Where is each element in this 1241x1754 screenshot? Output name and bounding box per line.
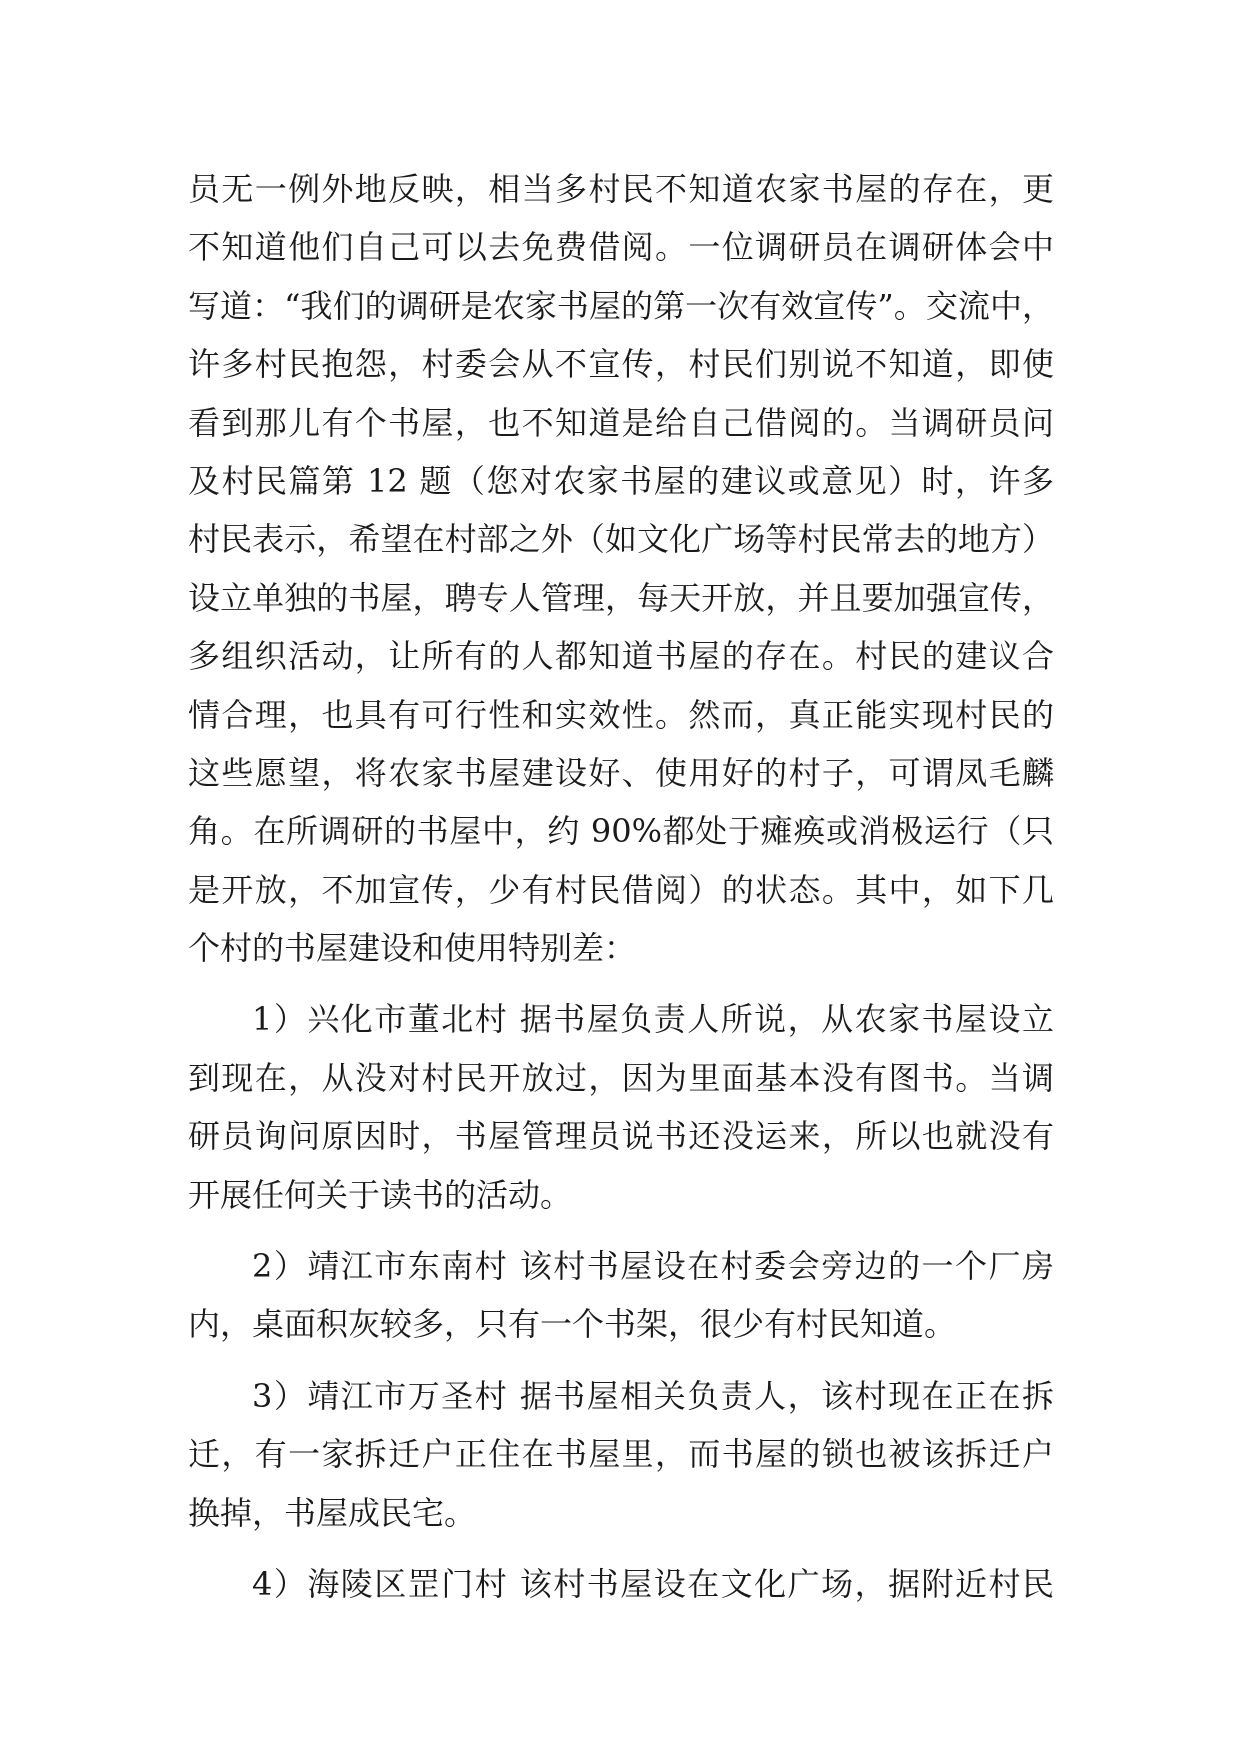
- paragraph-spacing: [188, 1354, 1054, 1367]
- text-line: 这些愿望，将农家书屋建设好、使用好的村子，可谓凤毛麟: [188, 753, 1054, 792]
- text-line: 情合理，也具有可行性和实效性。然而，真正能实现村民的: [188, 695, 1054, 734]
- text-line: 迁，有一家拆迁户正住在书屋里，而书屋的锁也被该拆迁户: [188, 1435, 1054, 1474]
- list-item-4: [188, 1555, 1054, 1613]
- text-line: 角。在所调研的书屋中，约 90%都处于瘫痪或消极运行（只: [188, 812, 1054, 851]
- paragraph-spacing: [188, 977, 1054, 990]
- text-line: 多组织活动，让所有的人都知道书屋的存在。村民的建议合: [188, 637, 1054, 676]
- document-body: [188, 160, 1054, 1613]
- list-item-3: [188, 1367, 1054, 1542]
- text-line: 村民表示，希望在村部之外（如文化广场等村民常去的地方）: [188, 520, 1054, 559]
- text-line: 研员询问原因时，书屋管理员说书还没运来，所以也就没有: [188, 1117, 1054, 1156]
- text-line: 4）海陵区罡门村 该村书屋设在文化广场，据附近村民: [252, 1564, 1054, 1603]
- text-line: 员无一例外地反映，相当多村民不知道农家书屋的存在，更: [188, 170, 1054, 208]
- text-line: 写道：“我们的调研是农家书屋的第一次有效宣传”。交流中，: [188, 286, 1054, 325]
- paragraph-spacing: [188, 1542, 1054, 1555]
- list-item-2: [188, 1237, 1054, 1354]
- text-line: 内，桌面积灰较多，只有一个书架，很少有村民知道。: [188, 1305, 957, 1344]
- text-line: 许多村民抱怨，村委会从不宣传，村民们别说不知道，即使: [188, 345, 1054, 384]
- text-line: 开展任何关于读书的活动。: [188, 1175, 573, 1214]
- text-line: 及村民篇第 12 题（您对农家书屋的建议或意见）时，许多: [188, 461, 1054, 500]
- paragraph-spacing: [188, 1224, 1054, 1237]
- list-item-1: [188, 990, 1054, 1224]
- text-line: 设立单独的书屋，聘专人管理，每天开放，并且要加强宣传，: [188, 578, 1054, 617]
- text-line: 到现在，从没对村民开放过，因为里面基本没有图书。当调: [188, 1058, 1054, 1097]
- intro-paragraph: [188, 160, 1054, 977]
- text-line: 是开放，不加宣传，少有村民借阅）的状态。其中，如下几: [188, 870, 1054, 909]
- text-line: 个村的书屋建设和使用特别差：: [188, 929, 637, 968]
- text-line: 不知道他们自己可以去免费借阅。一位调研员在调研体会中: [188, 228, 1054, 267]
- text-line: 3）靖江市万圣村 据书屋相关负责人，该村现在正在拆: [252, 1376, 1054, 1415]
- text-line: 1）兴化市董北村 据书屋负责人所说，从农家书屋设立: [252, 1000, 1054, 1039]
- text-line: 看到那儿有个书屋，也不知道是给自己借阅的。当调研员问: [188, 403, 1054, 442]
- text-line: 2）靖江市东南村 该村书屋设在村委会旁边的一个厂房: [252, 1247, 1054, 1286]
- text-line: 换掉，书屋成民宅。: [188, 1493, 477, 1532]
